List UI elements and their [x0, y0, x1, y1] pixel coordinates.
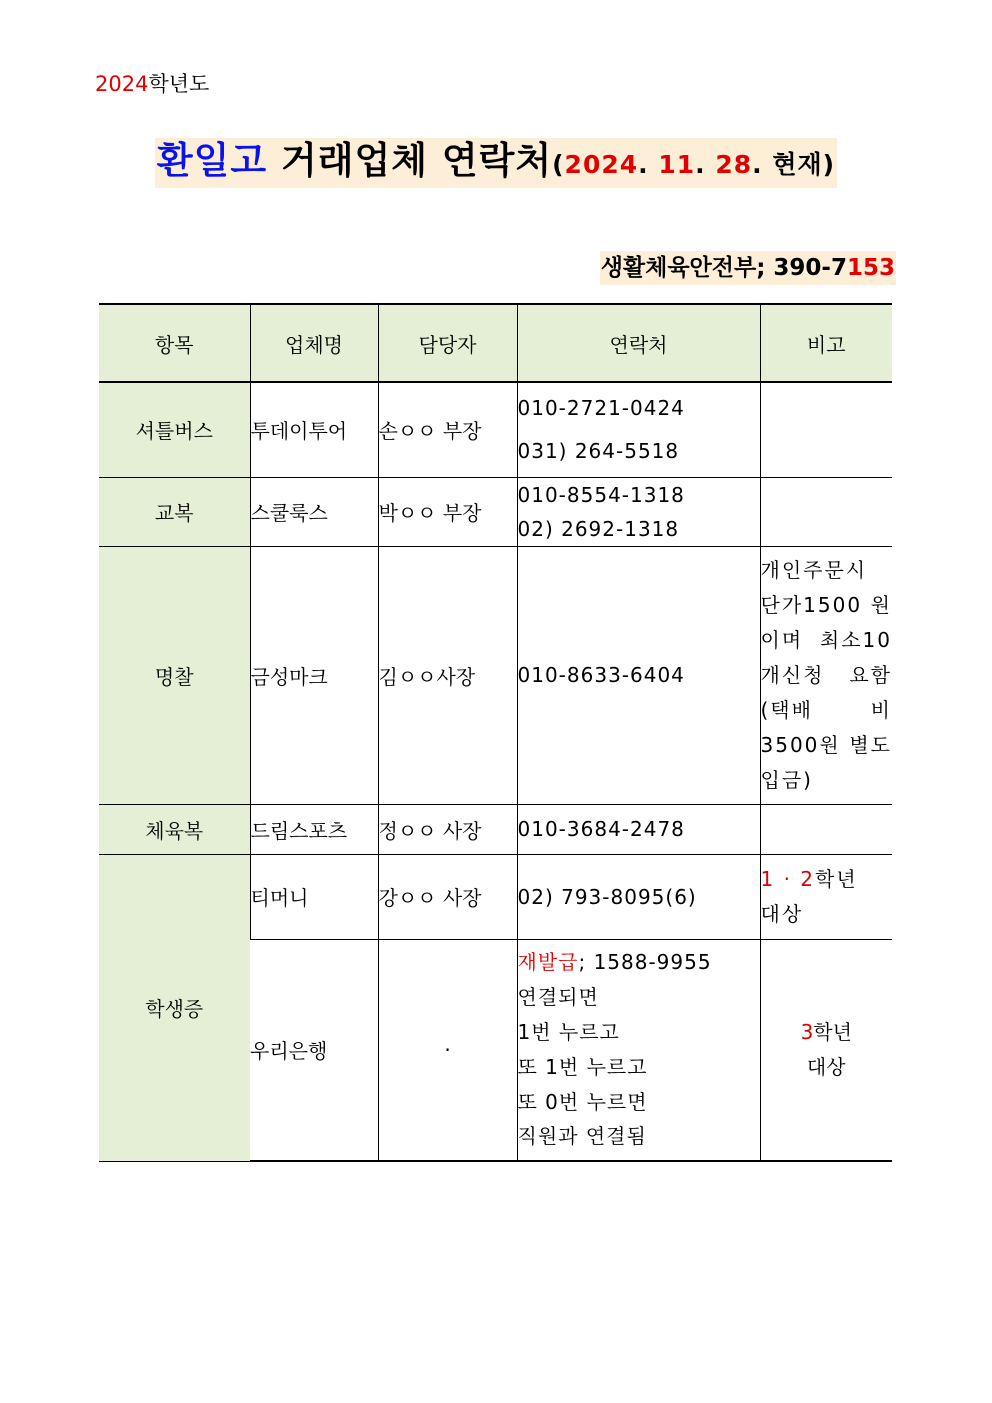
note-grade-suffix: 학년: [813, 1019, 852, 1044]
row-note: [760, 546, 892, 804]
year-number: 2024: [95, 72, 149, 96]
phone-line: 010-8554-1318: [517, 482, 685, 507]
title-main: 거래업체 연락처: [267, 139, 553, 182]
row-phone: [517, 382, 760, 477]
row-contact-person: 김ㅇㅇ사장: [378, 546, 517, 804]
row-phone: 010-8633-6404: [517, 546, 760, 804]
title-date-year: 2024: [564, 150, 639, 179]
header-note: 비고: [760, 304, 892, 382]
department-contact: [600, 251, 896, 285]
row-phone: [517, 939, 760, 1161]
table-row: [99, 854, 892, 939]
reissue-info: [518, 945, 760, 1154]
table-row: [99, 546, 892, 804]
table-row: [99, 477, 892, 546]
title-school: 환일고: [156, 139, 268, 182]
row-vendor: 티머니: [250, 854, 378, 939]
reissue-line: 연결되면: [517, 985, 599, 1010]
note-target: 대상: [760, 901, 804, 926]
row-contact-person: 박ㅇㅇ 부장: [378, 477, 517, 546]
title-sep: .: [695, 150, 716, 179]
row-phone: 010-3684-2478: [517, 804, 760, 854]
title-sep: .: [752, 150, 773, 179]
row-note: [760, 939, 892, 1161]
note-text: [761, 1015, 893, 1085]
row-note: [760, 804, 892, 854]
row-note: [760, 854, 892, 939]
header-category: 항목: [99, 304, 250, 382]
note-grade: 1 · 2: [760, 866, 816, 891]
table-header-row: [99, 304, 892, 382]
header-vendor: 업체명: [250, 304, 378, 382]
reissue-line: 또 0번 누르면: [517, 1089, 648, 1114]
note-text: [761, 862, 893, 932]
department-extension: 153: [846, 255, 895, 281]
vendor-contact-table: [99, 303, 892, 1162]
page-title-wrap: [0, 138, 992, 188]
reissue-line: 1번 누르고: [517, 1019, 620, 1044]
row-phone: 02) 793-8095(6): [517, 854, 760, 939]
reissue-line: 직원과 연결됨: [517, 1124, 647, 1149]
row-vendor: 금성마크: [250, 546, 378, 804]
note-grade-suffix: 학년: [815, 866, 858, 891]
title-date-day: 28: [715, 150, 753, 179]
phone-line: 031) 264-5518: [517, 438, 680, 463]
row-category: 셔틀버스: [99, 382, 250, 477]
title-date-month: 11: [658, 150, 696, 179]
academic-year: [95, 68, 209, 98]
row-phone: [517, 477, 760, 546]
row-contact-person: 강ㅇㅇ 사장: [378, 854, 517, 939]
row-note: [760, 477, 892, 546]
note-target: 대상: [806, 1054, 846, 1079]
reissue-line: 또 1번 누르고: [517, 1054, 648, 1079]
row-category: 교복: [99, 477, 250, 546]
reissue-label: 재발급: [517, 950, 579, 975]
row-vendor: 우리은행: [250, 939, 378, 1161]
note-grade: 3: [800, 1019, 814, 1044]
row-note: [760, 382, 892, 477]
table-row: [99, 382, 892, 477]
row-contact-person: 정ㅇㅇ 사장: [378, 804, 517, 854]
header-contact-person: 담당자: [378, 304, 517, 382]
row-category: 학생증: [99, 854, 250, 1161]
row-contact-person: 손ㅇㅇ 부장: [378, 382, 517, 477]
reissue-phone: ; 1588-9955: [578, 950, 712, 975]
department-label: 생활체육안전부; 390-7: [600, 255, 847, 281]
page-title: [155, 138, 837, 188]
row-vendor: 드림스포츠: [250, 804, 378, 854]
note-text: 개인주문시 단가1500 원이며 최소10개신청 요함(택배 비3500원 별도입금): [760, 557, 892, 792]
row-contact-person: ·: [378, 939, 517, 1161]
title-now: 현재): [772, 150, 836, 179]
title-paren-open: (: [552, 150, 565, 179]
row-category: 명찰: [99, 546, 250, 804]
title-sep: .: [638, 150, 659, 179]
year-suffix: 학년도: [148, 72, 210, 96]
table-row: [99, 804, 892, 854]
phone-line: 010-2721-0424: [517, 395, 685, 420]
title-date: [552, 150, 835, 179]
row-category: 체육복: [99, 804, 250, 854]
row-vendor: 스쿨룩스: [250, 477, 378, 546]
phone-line: 02) 2692-1318: [517, 516, 680, 541]
row-vendor: 투데이투어: [250, 382, 378, 477]
header-phone: 연락처: [517, 304, 760, 382]
